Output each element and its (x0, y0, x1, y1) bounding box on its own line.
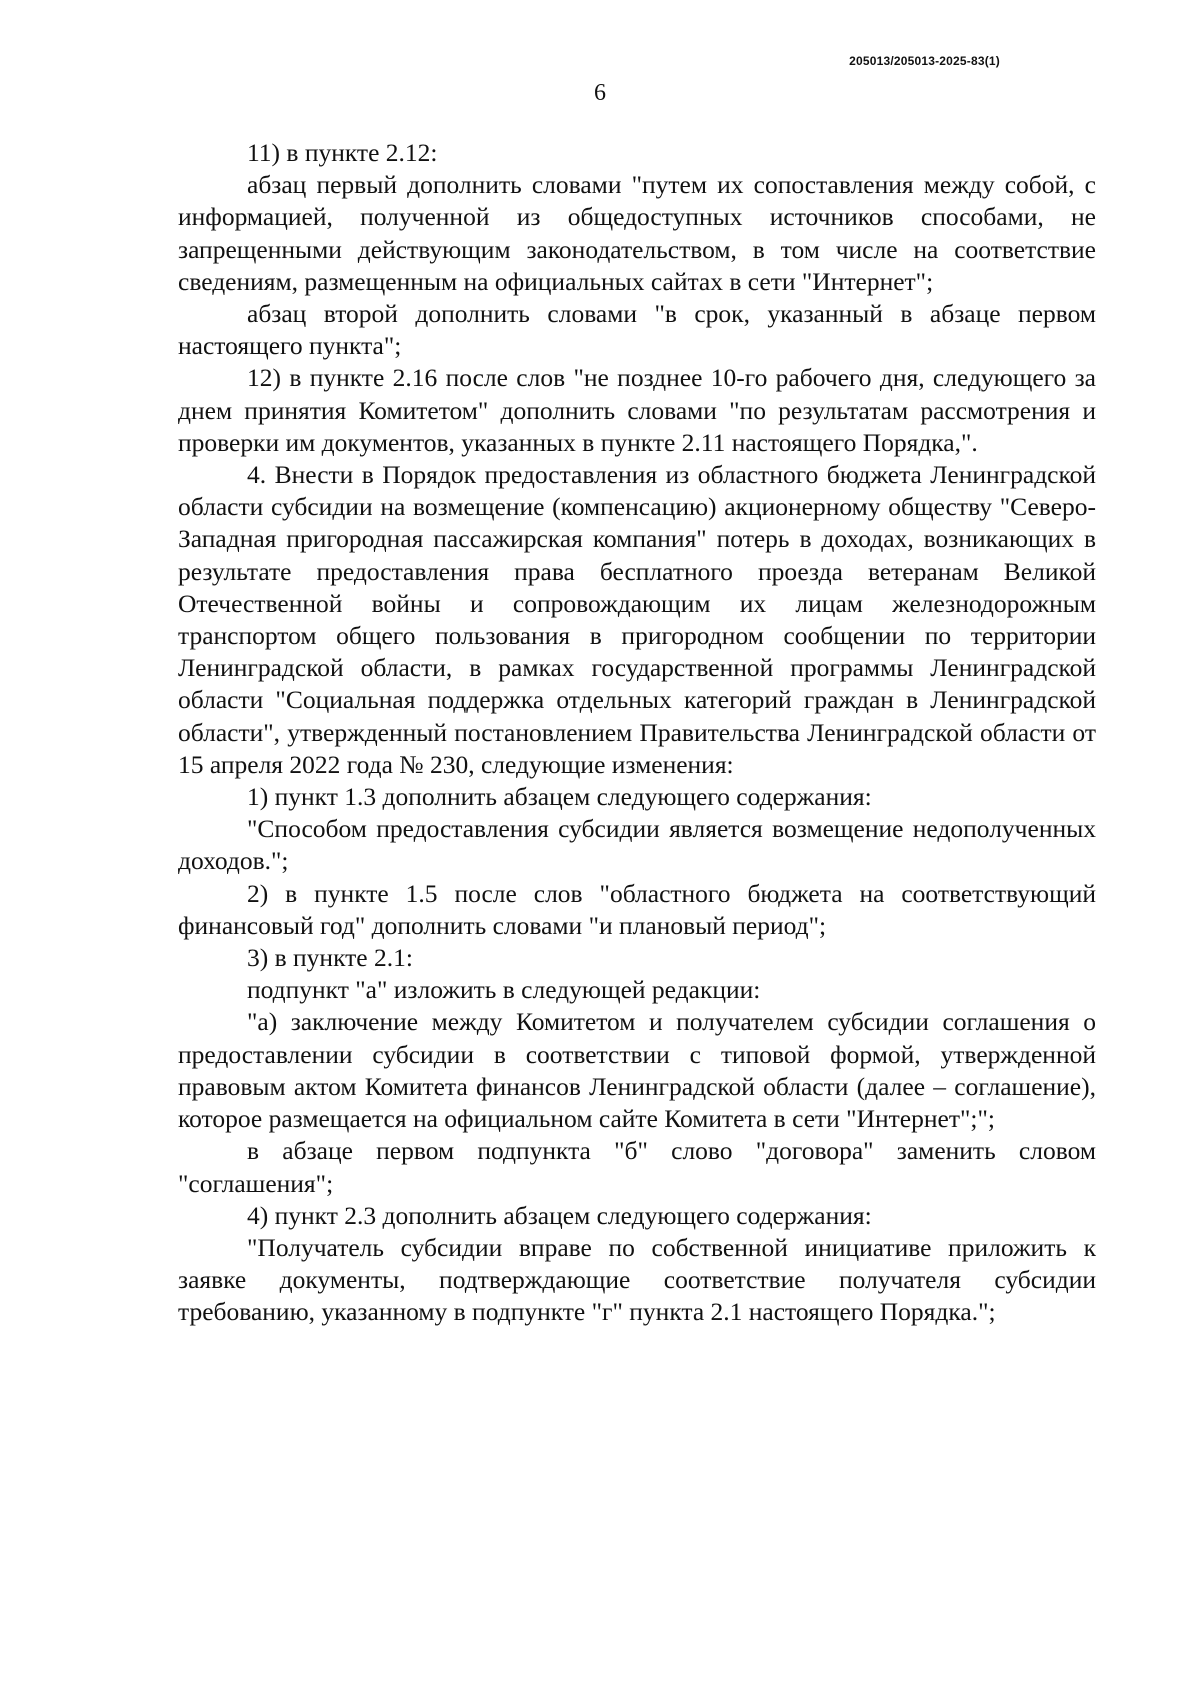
paragraph-amend-second-abzac: абзац второй дополнить словами "в срок, указанный в абзаце первом настоящего пункта"; (178, 299, 1096, 361)
paragraph-item-12: 12) в пункте 2.16 после слов "не позднее 10-го рабочего дня, следующего за днем принятия Комитетом" дополнить словами "по результатам рассмотрения и проверки им документов, указанных в пункте 2.11 настоящего Порядка,". (178, 363, 1096, 457)
page-number: 6 (594, 80, 606, 106)
paragraph-subitem-a-text: "а) заключение между Комитетом и получателем субсидии соглашения о предоставлении субсидии в соответствии с типовой формой, утвержденной правовым актом Комитета финансов Ленинградской области (далее – соглашение), которое размещается на официальном сайте Комитета в сети "Интернет";"; (178, 1007, 1096, 1134)
paragraph-item-4: 4) пункт 2.3 дополнить абзацем следующего содержания: (247, 1200, 872, 1230)
paragraph-section-4: 4. Внести в Порядок предоставления из областного бюджета Ленинградской области субсидии на возмещение (компенсацию) акционерному обществу "Северо-Западная пригородная пассажирская компания" потерь в доходах, возникающих в результате предоставления права бесплатного проезда ветеранам Великой Отечественной войны и сопровождающим их лицам железнодорожным транспортом общего пользования в пригородном сообщении по территории Ленинградской области, в рамках государственной программы Ленинградской области "Социальная поддержка отдельных категорий граждан в Ленинградской области", утвержденный постановлением Правительства Ленинградской области от 15 апреля 2022 года № 230, следующие изменения: (178, 460, 1096, 779)
document-registration-code: 205013/205013-2025-83(1) (849, 54, 1000, 68)
document-body (178, 137, 1096, 1329)
paragraph-quote-recipient: "Получатель субсидии вправе по собственной инициативе приложить к заявке документы, подтверждающие соответствие получателя субсидии требованию, указанному в подпункте "г" пункта 2.1 настоящего Порядка."; (178, 1232, 1096, 1327)
paragraph-item-11: 11) в пункте 2.12: (247, 138, 438, 167)
paragraph-subitem-a-instruction: подпункт "а" изложить в следующей редакции: (247, 975, 761, 1005)
paragraph-item-1: 1) пункт 1.3 дополнить абзацем следующего содержания: (247, 782, 872, 812)
paragraph-quote-method: "Способом предоставления субсидии является возмещение недополученных доходов."; (178, 814, 1096, 876)
paragraph-item-3: 3) в пункте 2.1: (247, 943, 413, 973)
paragraph-subitem-b: в абзаце первом подпункта "б" слово "договора" заменить словом "соглашения"; (178, 1136, 1096, 1198)
paragraph-amend-first-abzac: абзац первый дополнить словами "путем их сопоставления между собой, с информацией, полученной из общедоступных источников способами, не запрещенными действующим законодательством, в том числе на соответствие сведениям, размещенным на официальных сайтах в сети "Интернет"; (178, 170, 1096, 296)
paragraph-item-2: 2) в пункте 1.5 после слов "областного бюджета на соответствующий финансовый год" дополнить словами "и плановый период"; (178, 878, 1096, 940)
